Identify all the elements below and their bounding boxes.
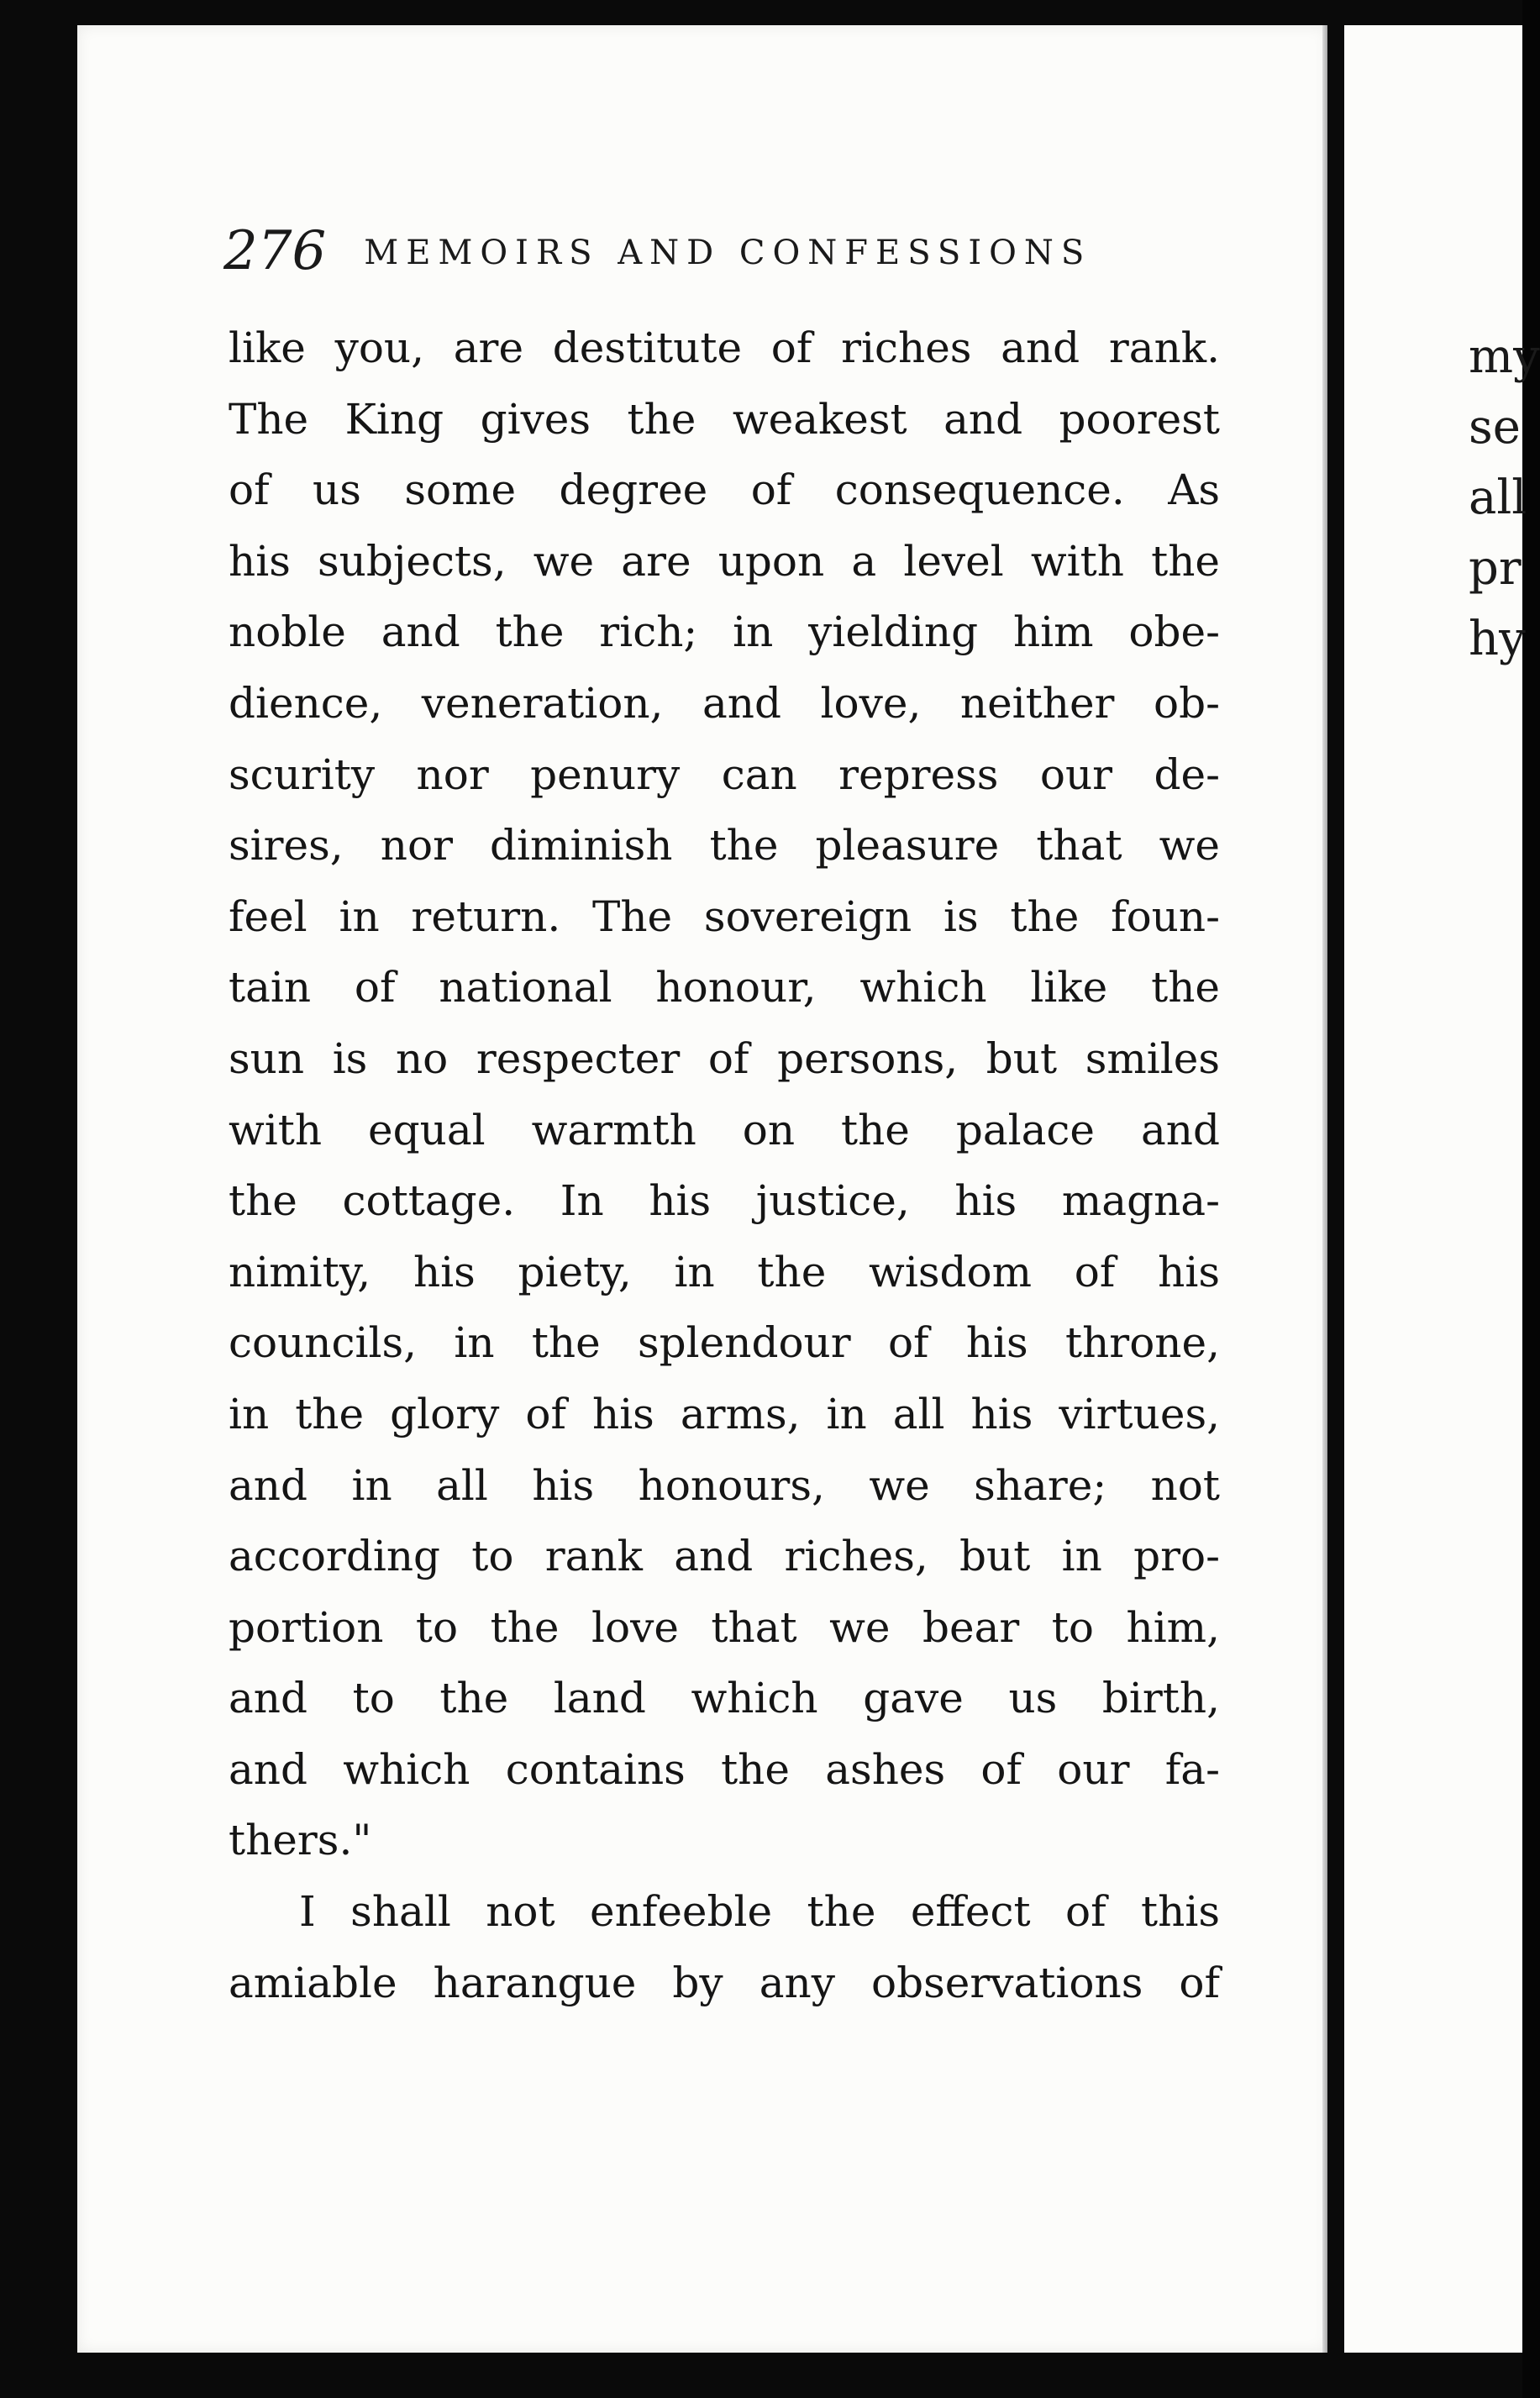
text-line: councils, in the splendour of his throne, xyxy=(229,1318,1220,1368)
page-number: 276 xyxy=(223,220,327,282)
facing-page-fragment: my xyxy=(1469,329,1540,384)
text-line: with equal warmth on the palace and xyxy=(229,1105,1220,1154)
running-head xyxy=(223,220,1232,282)
text-line: of us some degree of consequence. As xyxy=(229,465,1220,515)
facing-page-fragment: all xyxy=(1469,471,1527,525)
text-line: thers." xyxy=(229,1816,372,1865)
facing-page-fragment: pr xyxy=(1469,541,1522,596)
right-page xyxy=(1344,25,1540,2353)
body-text xyxy=(229,313,1220,2018)
text-line: according to rank and riches, but in pro- xyxy=(229,1532,1220,1581)
text-line: nimity, his piety, in the wisdom of his xyxy=(229,1247,1220,1296)
text-line: The King gives the weakest and poorest xyxy=(229,394,1220,444)
text-line: and in all his honours, we share; not xyxy=(229,1460,1220,1510)
text-line: sun is no respecter of persons, but smiles xyxy=(229,1033,1220,1083)
text-line: his subjects, we are upon a level with the xyxy=(229,536,1220,586)
text-line: and which contains the ashes of our fa- xyxy=(229,1744,1220,1794)
text-line: feel in return. The sovereign is the foun- xyxy=(229,891,1220,941)
text-line: portion to the love that we bear to him, xyxy=(229,1602,1220,1652)
text-line: dience, veneration, and love, neither ob- xyxy=(229,678,1220,728)
facing-page-fragment: se xyxy=(1469,400,1521,455)
running-title: MEMOIRS AND CONFESSIONS xyxy=(364,234,1092,272)
paragraph-start-line: I shall not enfeeble the effect of this xyxy=(299,1887,1220,1937)
text-line: noble and the rich; in yielding him obe- xyxy=(229,607,1220,657)
text-line: in the glory of his arms, in all his virtues, xyxy=(229,1389,1220,1438)
text-line: the cottage. In his justice, his magna- xyxy=(229,1176,1220,1226)
text-line: like you, are destitute of riches and rank. xyxy=(229,323,1220,372)
facing-page-fragment: hy xyxy=(1469,612,1526,666)
text-line: tain of national honour, which like the xyxy=(229,963,1220,1012)
text-line: scurity nor penury can repress our de- xyxy=(229,749,1220,799)
text-line: amiable harangue by any observations of xyxy=(229,1958,1220,2007)
text-line: sires, nor diminish the pleasure that we xyxy=(229,821,1220,870)
text-line: and to the land which gave us birth, xyxy=(229,1674,1220,1723)
